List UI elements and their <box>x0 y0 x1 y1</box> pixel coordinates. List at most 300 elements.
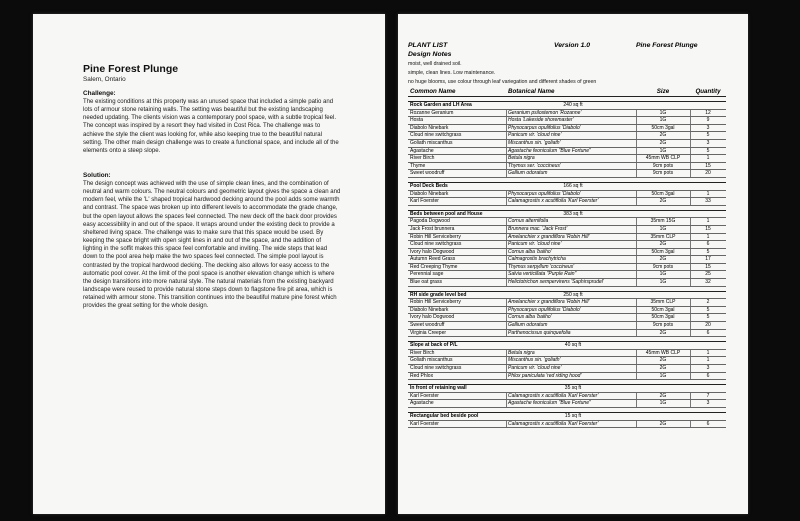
column-divider <box>690 148 691 155</box>
column-divider <box>690 279 691 286</box>
section-area: 240 sq ft <box>563 102 583 108</box>
size-cell: 2G <box>659 256 667 263</box>
column-divider <box>506 148 507 155</box>
column-divider <box>506 218 507 225</box>
size-cell: 2G <box>659 198 667 205</box>
plant-row <box>408 163 726 171</box>
size-cell: 1G <box>659 372 667 379</box>
size-cell: 50cm 3gal <box>651 314 675 321</box>
version-label: Version 1.0 <box>554 42 591 49</box>
size-cell: 50cm 3gal <box>651 124 675 131</box>
note-line: simple, clean lines. Low maintenance. <box>408 70 496 76</box>
column-divider <box>636 155 637 162</box>
column-divider <box>690 198 691 205</box>
common-name-cell: Pagoda Dogwood <box>410 218 450 225</box>
column-divider <box>506 198 507 205</box>
column-divider <box>636 299 637 306</box>
common-name-cell: Cloud nine switchgrass <box>410 241 462 248</box>
column-divider <box>506 314 507 321</box>
quantity-cell: 3 <box>706 365 710 371</box>
column-divider <box>636 373 637 380</box>
section-name: Pool Deck Beds <box>410 182 448 189</box>
column-divider <box>506 234 507 241</box>
column-divider <box>636 191 637 198</box>
common-name-cell: Red Phlox <box>410 372 434 379</box>
botanical-name-cell: Panicum vir. 'cloud nine' <box>508 365 562 371</box>
quantity-cell: 7 <box>706 392 710 399</box>
common-name-cell: River Birch <box>410 155 435 162</box>
column-divider <box>506 307 507 314</box>
col-common-name: Common Name <box>410 88 456 95</box>
column-divider <box>506 226 507 233</box>
botanical-name-cell: Panicum vir. 'cloud nine' <box>508 132 562 139</box>
quantity-cell: 1 <box>706 190 710 197</box>
quantity-cell: 5 <box>706 314 710 321</box>
column-divider <box>690 117 691 124</box>
column-divider <box>690 365 691 372</box>
size-cell: 50cm 3gal <box>651 306 675 313</box>
project-name: Pine Forest Plunge <box>636 42 698 49</box>
column-divider <box>506 421 507 428</box>
common-name-cell: Jack Frost brunnera <box>410 225 455 232</box>
column-divider <box>636 330 637 337</box>
quantity-cell: 6 <box>706 241 710 248</box>
column-divider <box>690 256 691 263</box>
botanical-name-cell: Calamagrostis x acutiflolia 'Karl Foerster' <box>508 420 599 427</box>
common-name-cell: Rozanne Geranium <box>410 109 454 116</box>
column-divider <box>506 163 507 170</box>
column-divider <box>690 170 691 177</box>
plant-row <box>408 357 726 365</box>
location: Salem, Ontario <box>83 76 126 83</box>
column-divider <box>506 365 507 372</box>
column-divider <box>690 163 691 170</box>
column-divider <box>690 125 691 132</box>
botanical-name-cell: Calamagrostis x acutiflolia 'Karl Foerster' <box>508 198 599 205</box>
column-divider <box>690 191 691 198</box>
column-divider <box>690 307 691 314</box>
column-divider <box>506 170 507 177</box>
size-cell: 1G <box>659 271 667 278</box>
quantity-cell: 1 <box>706 349 710 356</box>
page-title: Pine Forest Plunge <box>83 63 179 75</box>
column-divider <box>636 271 637 278</box>
plant-list-table <box>408 42 726 428</box>
quantity-cell: 3 <box>706 400 710 407</box>
common-name-cell: Robin Hill Serviceberry <box>410 233 461 240</box>
botanical-name-cell: Betula nigra <box>508 349 535 356</box>
botanical-name-cell: Betula nigra <box>508 155 535 162</box>
size-cell: 1G <box>659 109 667 116</box>
common-name-cell: Blue oat grass <box>410 279 442 286</box>
botanical-name-cell: Cornus alba 'baiiho' <box>508 248 552 255</box>
size-cell: 1G <box>659 400 667 407</box>
quantity-cell: 5 <box>706 248 710 255</box>
botanical-name-cell: Agastache feoniculum "Blue Fortune" <box>508 147 591 154</box>
quantity-cell: 5 <box>706 306 710 313</box>
botanical-name-cell: Helictotrichon sempervirens 'Saphirsprudel' <box>508 279 604 286</box>
common-name-cell: Ivory halo Dogwood <box>410 248 455 255</box>
size-cell: 1G <box>659 147 667 154</box>
column-divider <box>690 299 691 306</box>
common-name-cell: Thyme <box>410 162 426 169</box>
column-divider <box>690 110 691 117</box>
column-divider <box>506 373 507 380</box>
column-divider <box>506 271 507 278</box>
plant-row <box>408 322 726 330</box>
size-cell: 1G <box>659 117 667 124</box>
column-divider <box>506 110 507 117</box>
column-divider <box>636 322 637 329</box>
column-divider <box>690 314 691 321</box>
section-area: 15 sq ft <box>564 412 582 419</box>
plant-sections <box>408 97 726 428</box>
common-name-cell: Hosta <box>410 117 424 124</box>
section-header-row <box>408 101 726 110</box>
column-divider <box>690 373 691 380</box>
plant-row <box>408 256 726 264</box>
column-divider <box>636 110 637 117</box>
plant-row <box>408 226 726 234</box>
column-divider <box>636 241 637 248</box>
col-size: Size <box>656 88 670 95</box>
common-name-cell: Diabolo Ninebark <box>410 190 449 197</box>
column-divider <box>506 357 507 364</box>
plant-row <box>408 218 726 226</box>
column-divider <box>690 241 691 248</box>
botanical-name-cell: Amelanchier x grandiflora 'Robin Hill' <box>508 299 590 306</box>
common-name-cell: Cloud nine switchgrass <box>410 365 462 371</box>
size-cell: 45mm WB CLP <box>645 349 681 356</box>
column-divider <box>636 279 637 286</box>
common-name-cell: Perennial sage <box>410 271 444 278</box>
botanical-name-cell: Salvia verticillata "Purple Rain" <box>508 271 577 278</box>
section-area: 166 sq ft <box>563 182 583 189</box>
column-divider <box>506 400 507 407</box>
plant-row <box>408 330 726 338</box>
column-divider <box>506 140 507 147</box>
quantity-cell: 12 <box>705 109 711 116</box>
common-name-cell: Cloud nine switchgrass <box>410 132 462 139</box>
plant-row <box>408 155 726 163</box>
quantity-cell: 1 <box>706 357 710 364</box>
column-divider <box>690 132 691 139</box>
common-name-cell: Agastache <box>410 400 434 407</box>
section-header-row <box>408 210 726 219</box>
column-divider <box>506 155 507 162</box>
botanical-name-cell: Gallium odoratum <box>508 322 548 329</box>
size-cell: 2G <box>659 329 667 336</box>
column-divider <box>690 357 691 364</box>
plant-row <box>408 125 726 133</box>
plant-row <box>408 117 726 125</box>
botanical-name-cell: Phlox paniculata 'red riding hood' <box>508 372 582 379</box>
column-divider <box>636 198 637 205</box>
section-name: RH side grade level bed <box>410 291 467 298</box>
common-name-cell: Ivory halo Dogwood <box>410 314 455 321</box>
botanical-name-cell: Parthenocissus quinquefolia <box>508 329 571 336</box>
plant-row <box>408 110 726 118</box>
common-name-cell: Sweet woodruff <box>410 170 445 177</box>
column-divider <box>690 271 691 278</box>
common-name-cell: Diabolo Ninebark <box>410 124 449 131</box>
note-line: moist, well drained soil. <box>408 61 462 67</box>
column-divider <box>506 241 507 248</box>
plant-row <box>408 191 726 199</box>
col-botanical-name: Botanical Name <box>508 88 555 95</box>
design-notes-heading <box>408 51 726 60</box>
column-divider <box>506 256 507 263</box>
section-name: Rectangular bed beside pool <box>410 412 479 419</box>
column-divider <box>636 393 637 400</box>
common-name-cell: Goliath miscanthus <box>410 139 453 146</box>
challenge-text: The existing conditions at this property was an unused space that included a simple patio and lots of armour stone retaining walls. The setting was beautiful but the existing landscaping needed updating. The clients vision was a contemporary pool space, with a subtle tropical feel. The concept was inspired by a resort they had visited in Cost Rica. The challenge was to achieve the style the client was looking for, while also keeping true to the beautiful natural setting. The other main design challenge was to create a functional space, and include all of the elements onto a steep slope. <box>83 99 339 154</box>
column-divider <box>636 314 637 321</box>
size-cell: 50cm 3gal <box>651 248 675 255</box>
section-header-row <box>408 341 726 350</box>
size-cell: 9cm pots <box>652 322 674 329</box>
column-divider <box>506 330 507 337</box>
solution-text: The design concept was achieved with the use of simple clean lines, and the combination of neutral and warm colours. The neutral colours and geometric layout gives the space a clean and modern feel, while the 'L' shaped tropical hardwood decking around the pool adds some warmth and contrast. The space was broken up into different levels to accommodate the grade change, but the open layout allows the spaces feel connected. The new deck off the back door provides easy accessibility in and out of the space. It wraps around under the existing deck to provide a sheltered living space. The challenge was to make sure that this space would be used. By keeping the space bright with open sight lines in and out of the space, and the addition of lighting in the soffit makes this space feel comfortable and inviting. The wide steps that lead down to the pool area help make the two spaces feel connected. The simple pool layout is contrasted by the tropical hardwood decking. The decking also allows for easy access to the automatic pool cover. At the limit of the pool space is another elevation change which is where the design transitions into more natural style. The natural materials from the existing backyard landscape were reused to provide natural stone steps down to flagstone fire pit area, which is retained with armour stone. This transition continues into the beautiful mature pine forest which provides the great setting for the whole design. <box>83 181 341 310</box>
size-cell: 1G <box>659 279 667 286</box>
common-name-cell: Agastache <box>410 147 434 154</box>
size-cell: 2G <box>659 139 667 146</box>
quantity-cell: 20 <box>705 170 711 177</box>
plant-list-page <box>398 14 748 514</box>
plant-row <box>408 400 726 408</box>
size-cell: 2G <box>659 392 667 399</box>
column-divider <box>636 218 637 225</box>
common-name-cell: Goliath miscanthus <box>410 357 453 364</box>
column-divider <box>636 170 637 177</box>
section-area: 35 sq ft <box>564 385 582 392</box>
column-divider <box>636 163 637 170</box>
plant-list-title: PLANT LIST <box>408 42 448 49</box>
column-divider <box>506 322 507 329</box>
quantity-cell: 25 <box>705 271 711 278</box>
column-divider <box>636 132 637 139</box>
common-name-cell: Robin Hill Serviceberry <box>410 299 461 306</box>
common-name-cell: Virginia Creeper <box>410 329 447 336</box>
botanical-name-cell: Hosta 'Lakeside shoremaster' <box>508 117 574 124</box>
size-cell: 35mm CLP <box>650 299 676 306</box>
botanical-name-cell: Calmagrostis brachytricha <box>508 256 566 263</box>
column-divider <box>636 307 637 314</box>
plant-row <box>408 264 726 272</box>
column-divider <box>636 264 637 271</box>
plant-row <box>408 373 726 381</box>
quantity-cell: 15 <box>705 225 711 232</box>
botanical-name-cell: Miscanthus sin. 'goliath' <box>508 357 561 364</box>
column-divider <box>690 234 691 241</box>
column-divider <box>636 140 637 147</box>
botanical-name-cell: Physocarpus opulifolius 'Diabolo' <box>508 124 581 131</box>
size-cell: 9cm pots <box>652 170 674 177</box>
plant-row <box>408 241 726 249</box>
common-name-cell: Sweet woodruff <box>410 322 445 329</box>
column-divider <box>690 249 691 256</box>
section-area: 250 sq ft <box>563 291 583 298</box>
column-divider <box>636 125 637 132</box>
section-header-row <box>408 412 726 421</box>
botanical-name-cell: Physocarpus opulifolius 'Diabolo' <box>508 306 581 313</box>
column-divider <box>506 393 507 400</box>
plant-row <box>408 170 726 178</box>
plant-row <box>408 279 726 287</box>
size-cell: 2G <box>659 365 667 371</box>
column-divider <box>690 226 691 233</box>
column-divider <box>506 117 507 124</box>
column-divider <box>636 256 637 263</box>
column-divider <box>690 155 691 162</box>
section-name: Rock Garden and LH Area <box>410 102 472 108</box>
botanical-name-cell: Cornus alba 'baiiho' <box>508 314 552 321</box>
plant-row <box>408 148 726 156</box>
column-divider <box>690 140 691 147</box>
column-divider <box>690 421 691 428</box>
column-divider <box>506 350 507 357</box>
column-divider <box>690 350 691 357</box>
size-cell: 35mm CLP <box>650 233 676 240</box>
column-divider <box>636 226 637 233</box>
size-cell: 50cm 3gal <box>651 190 675 197</box>
common-name-cell: Karl Foerster <box>410 198 439 205</box>
plant-row <box>408 421 726 429</box>
size-cell: 2G <box>659 132 667 139</box>
quantity-cell: 15 <box>705 263 711 270</box>
size-cell: 9cm pots <box>652 263 674 270</box>
quantity-cell: 1 <box>706 233 710 240</box>
column-divider <box>690 218 691 225</box>
plant-row <box>408 350 726 358</box>
column-divider <box>690 264 691 271</box>
botanical-name-cell: Thymus serpyllum 'coccineus' <box>508 263 575 270</box>
section-name: Beds between pool and House <box>410 210 483 217</box>
botanical-name-cell: Calamagrostis x acutiflolia 'Karl Foerster' <box>508 392 599 399</box>
section-area: 40 sq ft <box>564 342 582 349</box>
column-divider <box>690 400 691 407</box>
quantity-cell: 32 <box>705 279 711 286</box>
common-name-cell: Red Creeping Thyme <box>410 263 458 270</box>
size-cell: 2G <box>659 241 667 248</box>
column-header-row <box>408 87 726 97</box>
column-divider <box>506 279 507 286</box>
column-divider <box>636 421 637 428</box>
botanical-name-cell: Agastache feoniculum "Blue Fortune" <box>508 400 591 407</box>
common-name-cell: Diabolo Ninebark <box>410 306 449 313</box>
botanical-name-cell: Geranium psilostemon 'Rozanne' <box>508 109 582 116</box>
quantity-cell: 33 <box>705 198 711 205</box>
column-divider <box>690 393 691 400</box>
quantity-cell: 6 <box>706 372 710 379</box>
description-page <box>33 14 385 514</box>
size-cell: 45mm WB CLP <box>645 155 681 162</box>
size-cell: 2G <box>659 420 667 427</box>
botanical-name-cell: Miscanthus sin. 'goliath' <box>508 139 561 146</box>
quantity-cell: 1 <box>706 155 710 162</box>
size-cell: 1G <box>659 225 667 232</box>
column-divider <box>636 400 637 407</box>
quantity-cell: 3 <box>706 124 710 131</box>
botanical-name-cell: Cornus alternifolia <box>508 218 549 225</box>
column-divider <box>636 249 637 256</box>
column-divider <box>690 330 691 337</box>
section-header-row <box>408 384 726 393</box>
column-divider <box>636 117 637 124</box>
column-divider <box>690 322 691 329</box>
section-header-row <box>408 291 726 300</box>
note-line: no huge blooms, use colour through leaf variegation and different shades of green <box>408 79 597 85</box>
column-divider <box>506 132 507 139</box>
challenge-heading: Challenge: <box>83 90 116 97</box>
botanical-name-cell: Brunnera mac. 'Jack Frost' <box>508 225 568 232</box>
plant-row <box>408 198 726 206</box>
col-quantity: Quantity <box>695 88 721 95</box>
column-divider <box>506 191 507 198</box>
botanical-name-cell: Gallium odoratum <box>508 170 548 177</box>
quantity-cell: 5 <box>706 132 710 139</box>
quantity-cell: 3 <box>706 139 710 146</box>
quantity-cell: 6 <box>706 329 710 336</box>
section-area: 383 sq ft <box>563 210 583 217</box>
quantity-cell: 5 <box>706 147 710 154</box>
quantity-cell: 17 <box>705 256 711 263</box>
botanical-name-cell: Amelanchier x grandiflora 'Robin Hill' <box>508 233 590 240</box>
quantity-cell: 2 <box>706 299 710 306</box>
quantity-cell: 6 <box>706 420 710 427</box>
quantity-cell: 20 <box>705 322 711 329</box>
quantity-cell: 9 <box>706 117 710 124</box>
plant-row <box>408 132 726 140</box>
column-divider <box>636 148 637 155</box>
plant-row <box>408 249 726 257</box>
plant-row <box>408 271 726 279</box>
column-divider <box>636 365 637 372</box>
quantity-cell: 1 <box>706 218 710 225</box>
plant-row <box>408 140 726 148</box>
plant-row <box>408 307 726 315</box>
column-divider <box>506 264 507 271</box>
column-divider <box>506 299 507 306</box>
botanical-name-cell: Physocarpus opulifolius 'Diabolo' <box>508 190 581 197</box>
size-cell: 2G <box>659 357 667 364</box>
quantity-cell: 15 <box>705 162 711 169</box>
common-name-cell: Autumn Reed Grass <box>410 256 456 263</box>
section-header-row <box>408 182 726 191</box>
common-name-cell: Karl Foerster <box>410 420 439 427</box>
section-name: Slope at back of P/L <box>410 342 458 349</box>
solution-heading: Solution: <box>83 172 111 179</box>
plant-row <box>408 234 726 242</box>
plant-row <box>408 393 726 401</box>
plant-row <box>408 365 726 373</box>
design-notes-label: Design Notes <box>408 51 452 58</box>
plant-row <box>408 299 726 307</box>
column-divider <box>636 357 637 364</box>
botanical-name-cell: Panicum vir. 'cloud nine' <box>508 241 562 248</box>
section-name: In front of retaining wall <box>410 385 467 392</box>
column-divider <box>636 350 637 357</box>
size-cell: 35mm 15G <box>650 218 676 225</box>
column-divider <box>636 234 637 241</box>
size-cell: 9cm pots <box>652 162 674 169</box>
plant-list-header <box>408 42 726 51</box>
common-name-cell: Karl Foerster <box>410 392 439 399</box>
botanical-name-cell: Thymus ser. 'coccineus' <box>508 162 561 169</box>
plant-row <box>408 314 726 322</box>
column-divider <box>506 249 507 256</box>
common-name-cell: River Birch <box>410 349 435 356</box>
